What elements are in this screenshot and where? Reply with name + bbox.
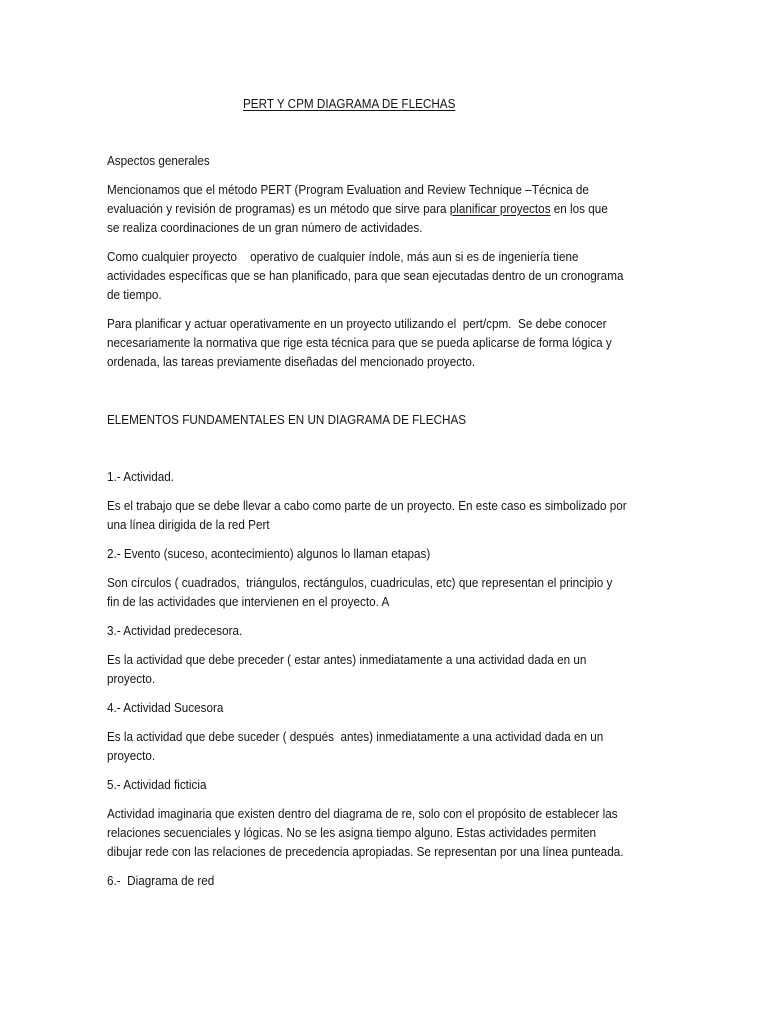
paragraph-line: Es la actividad que debe suceder ( después antes) inmediatamente a una actividad dada en un [107, 729, 604, 744]
section-heading-elementos [107, 410, 466, 429]
paragraph-line: Mencionamos que el método PERT (Program Evaluation and Review Technique –Técnica de [107, 182, 589, 197]
item-description-evento [107, 573, 612, 611]
paragraph-line: relaciones secuenciales y lógicas. No se les asigna tiempo alguno. Estas actividades permiten [107, 825, 597, 840]
paragraph-line: Como cualquier proyecto operativo de cualquier índole, más aun si es de ingeniería tiene [107, 249, 579, 264]
paragraph-line: necesariamente la normativa que rige esta técnica para que se pueda aplicarse de forma lógica y [107, 335, 612, 350]
paragraph-line: proyecto. [107, 671, 156, 686]
paragraph-planificar [107, 314, 612, 371]
paragraph-line: ordenada, las tareas previamente diseñadas del mencionado proyecto. [107, 354, 476, 369]
paragraph-line: Para planificar y actuar operativamente en un proyecto utilizando el pert/cpm. Se debe conocer [107, 316, 607, 331]
paragraph-proyecto [107, 247, 623, 304]
paragraph-line [107, 199, 608, 218]
item-title-text: 4.- Actividad Sucesora [107, 700, 224, 715]
paragraph-line: Es el trabajo que se debe llevar a cabo como parte de un proyecto. En este caso es simbolizado por [107, 498, 627, 513]
item-title-text: 6.- Diagrama de red [107, 873, 215, 888]
item-title-text: 2.- Evento (suceso, acontecimiento) algunos lo llaman etapas) [107, 546, 431, 561]
paragraph-line: Es la actividad que debe preceder ( estar antes) inmediatamente a una actividad dada en un [107, 652, 587, 667]
paragraph-line: dibujar rede con las relaciones de precedencia apropiadas. Se representan por una línea punteada. [107, 844, 624, 859]
item-description-sucesora [107, 727, 603, 765]
paragraph-text: evaluación y revisión de programas) es un método que sirve para [107, 201, 450, 216]
item-title-diagrama-de-red [107, 871, 214, 890]
section-heading-aspectos [107, 151, 210, 170]
paragraph-line: se realiza coordinaciones de un gran número de actividades. [107, 220, 423, 235]
document-title-text: PERT Y CPM DIAGRAMA DE FLECHAS [243, 96, 456, 111]
item-title-predecesora [107, 621, 242, 640]
paragraph-line: de tiempo. [107, 287, 162, 302]
item-description-actividad [107, 496, 627, 534]
item-title-text: 3.- Actividad predecesora. [107, 623, 243, 638]
item-title-text: 5.- Actividad ficticia [107, 777, 207, 792]
item-title-sucesora [107, 698, 223, 717]
item-title-text: 1.- Actividad. [107, 469, 174, 484]
paragraph-line: Son círculos ( cuadrados, triángulos, rectángulos, cuadriculas, etc) que representan el principio y [107, 575, 613, 590]
paragraph-line: una línea dirigida de la red Pert [107, 517, 270, 532]
item-title-evento [107, 544, 430, 563]
document-title [243, 94, 455, 113]
paragraph-pert-definition [107, 180, 608, 237]
paragraph-line: actividades específicas que se han planificado, para que sean ejecutadas dentro de un cronograma [107, 268, 624, 283]
paragraph-line: fin de las actividades que intervienen en el proyecto. A [107, 594, 390, 609]
section-heading-text: Aspectos generales [107, 153, 210, 168]
item-title-ficticia [107, 775, 206, 794]
item-description-predecesora [107, 650, 586, 688]
planificar-proyectos-link[interactable]: planificar proyectos [449, 201, 551, 216]
item-title-actividad [107, 467, 174, 486]
paragraph-text: en los que [550, 201, 608, 216]
paragraph-line: proyecto. [107, 748, 156, 763]
item-description-ficticia [107, 804, 623, 861]
section-heading-text: ELEMENTOS FUNDAMENTALES EN UN DIAGRAMA DE FLECHAS [107, 412, 467, 427]
paragraph-line: Actividad imaginaria que existen dentro del diagrama de re, solo con el propósito de establecer las [107, 806, 618, 821]
